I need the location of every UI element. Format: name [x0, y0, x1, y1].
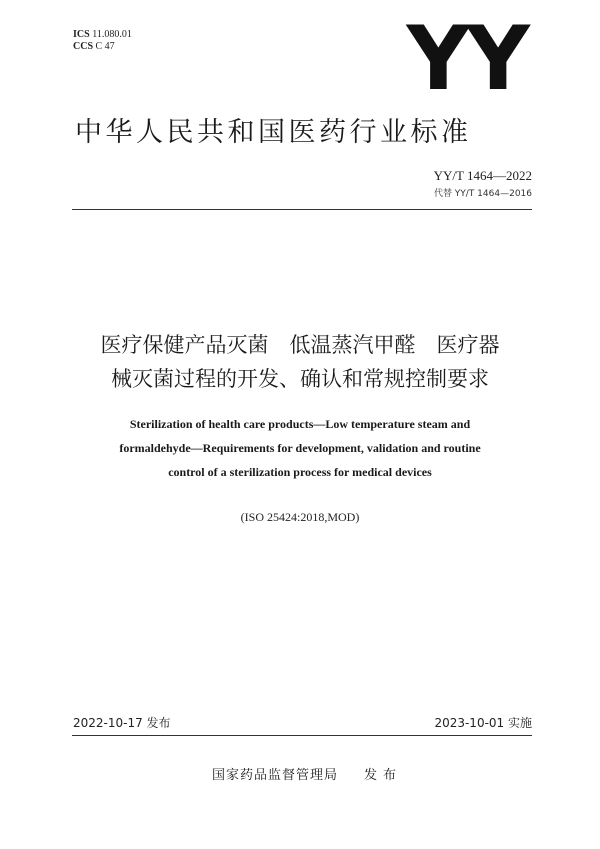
ics-code: 11.080.01: [92, 29, 132, 40]
ccs-row: [73, 41, 132, 53]
publisher-suffix: 发布: [364, 768, 403, 783]
iso-reference: (ISO 25424:2018,MOD): [240, 510, 360, 524]
top-divider: [72, 209, 532, 210]
title-en-line2: formaldehyde—Requirements for development, validation and routine: [119, 441, 481, 455]
standard-number: YY/T 1464—2022: [433, 168, 532, 183]
ccs-label: CCS: [73, 41, 94, 52]
title-en-line3: control of a sterilization process for medical devices: [168, 465, 432, 479]
publisher: [212, 764, 402, 783]
title-cn-line1: 医疗保健产品灭菌 低温蒸汽甲醛 医疗器: [100, 333, 500, 357]
ics-label: ICS: [73, 29, 90, 40]
classification-codes: [73, 29, 132, 53]
issue-date: 2022-10-17 发布: [73, 716, 171, 730]
ccs-code: C 47: [95, 41, 115, 52]
bottom-divider: [72, 735, 532, 736]
title-en-line1: Sterilization of health care products—Low temperature steam and: [129, 417, 471, 431]
publisher-name: 国家药品监督管理局: [212, 768, 339, 783]
replaces-note: 代替 YY/T 1464—2016: [433, 189, 532, 199]
implementation-date: 2023-10-01 实施: [434, 716, 532, 730]
ics-row: [73, 29, 132, 41]
standard-title: 中华人民共和国医药行业标准: [75, 117, 472, 148]
yy-logo: YY: [406, 7, 526, 110]
title-cn-line2: 械灭菌过程的开发、确认和常规控制要求: [111, 367, 489, 391]
